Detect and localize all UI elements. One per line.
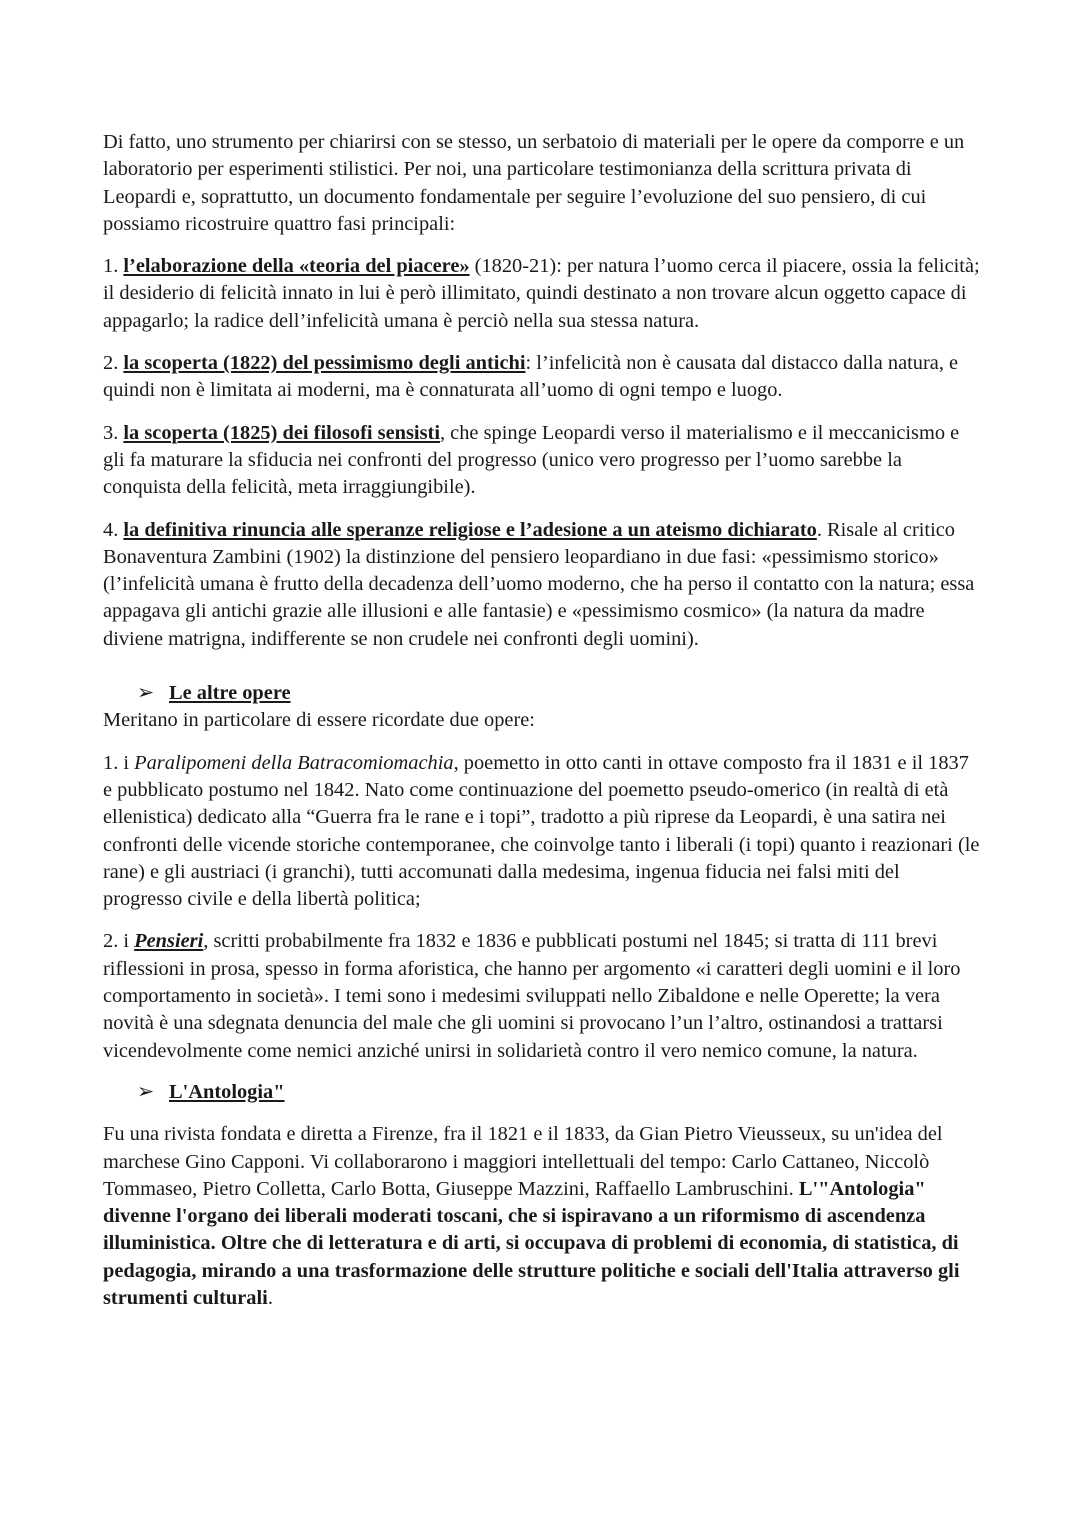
arrow-bullet-icon: ➢ [137,682,155,705]
end-text: . [267,1286,273,1309]
phase-number: 3. [103,421,124,444]
work-item-2 [103,928,981,1064]
phase-number: 1. [103,255,124,278]
intro-paragraph: Di fatto, uno strumento per chiarirsi con se stesso, un serbatoio di materiali per le opere da comporre e un laboratorio per esperimenti stilistici. Per noi, una particolare testimonianza della scrittura privata di Leopardi e, soprattutto, un documento fondamentale per seguire l’evoluzione del suo pensiero, di cui possiamo ricostruire quattro fasi principali: [103,131,965,235]
phase-title: la scoperta (1822) del pessimismo degli antichi [123,352,526,375]
phase-title: l’elaborazione della «teoria del piacere» [123,255,470,278]
phase-4 [103,517,981,653]
heading-label: Le altre opere [169,682,291,705]
phase-2 [103,350,981,405]
work-text: , scritti probabilmente fra 1832 e 1836 e pubblicati postumi nel 1845; si tratta di 111 brevi riflessioni in prosa, spesso in forma aforistica, che hanno per argomento «i caratteri degli uomini e il loro comportamento in società». I temi sono i medesimi sviluppati nello Zibaldone e nelle Operette; la vera novità è una sdegnata denuncia del male che gli uomini si provocano l’un l’altro, ostinandosi a trattarsi vicendevolmente come nemici anziché unirsi in solidarietà contro il vero nemico comune, la natura. [103,930,961,1062]
section-heading-antologia [137,1079,981,1106]
antologia-paragraph [103,1121,981,1312]
phase-text: . Risale al critico Bonaventura Zambini (1902) la distinzione del pensiero leopardiano in due fasi: «pessimismo storico» (l’infelicità umana è frutto della decadenza dell’uomo moderno, che ha perso il contatto con la natura; essa appagava gli antichi grazie alle illusioni e alle fantasie) e «pessimismo cosmico» (la natura da madre diviene matrigna, indifferente se non crudele nei confronti degli uomini). [103,518,975,650]
phase-number: 2. [103,352,124,375]
work-title: Paralipomeni della Batracomiomachia [134,751,454,774]
phase-text: , che spinge Leopardi verso il materialismo e il meccanicismo e gli fa maturare la sfiducia nei confronti del progresso (unico vero progresso per l’uomo sarebbe la conquista della felicità, meta irraggiungibile). [103,421,960,499]
item-prefix: 1. i [103,751,135,774]
phase-text: (1820-21): per natura l’uomo cerca il piacere, ossia la felicità; il desiderio di felicità innato in lui è però illimitato, quindi destinato a non trovare alcun oggetto capace di appagarlo; la radice dell’infelicità umana è perciò nella sua stessa natura. [103,255,980,332]
document-page [103,129,981,1327]
phase-text: : l’infelicità non è causata dal distacco dalla natura, e quindi non è limitata ai moderni, ma è connaturata all’uomo di ogni tempo e luogo. [103,352,959,402]
heading-label: L'Antologia" [169,1080,285,1103]
phase-title: la definitiva rinuncia alle speranze religiose e l’adesione a un ateismo dichiarato [123,518,817,541]
phase-number: 4. [103,518,124,541]
plain-text: Fu una rivista fondata e diretta a Firenze, fra il 1821 e il 1833, da Gian Pietro Vieusseux, su un'idea del marchese Gino Capponi. Vi collaborarono i maggiori intellettuali del tempo: Carlo Cattaneo, Niccolò Tommaseo, Pietro Colletta, Carlo Botta, Giuseppe Mazzini, Raffaello Lambruschini. [103,1123,943,1200]
phase-1 [103,253,981,335]
item-prefix: 2. i [103,930,135,953]
work-title: Pensieri [134,930,204,953]
bold-text: L'"Antologia" divenne l'organo dei liberali moderati toscani, che si ispiravano a un riformismo di ascendenza illuministica. Oltre che di letteratura e di arti, si occupava di problemi di economia, di statistica, di pedagogia, mirando a una trasformazione delle strutture politiche e sociali dell'Italia attraverso gli strumenti culturali [103,1177,960,1309]
phase-title: la scoperta (1825) dei filosofi sensisti [123,421,440,444]
work-text: , poemetto in otto canti in ottave composto fra il 1831 e il 1837 e pubblicato postumo nel 1842. Nato come continuazione del poemetto pseudo-omerico (in realtà di età ellenistica) dedicato alla “Guerra fra le rane e i topi”, tradotto a più riprese da Leopardi, è una satira nei confronti delle vicende storiche contemporanee, che coinvolge tanto i liberali (i topi) quanto i reazionari (le rane) e gli austriaci (i granchi), tutti accomunati dalla medesima, ingenua fiducia nei falsi miti del progresso civile e della libertà politica; [103,751,980,911]
work-item-1 [103,750,981,914]
section-heading-other-works [137,680,981,707]
arrow-bullet-icon: ➢ [137,1080,155,1103]
phase-3 [103,420,981,502]
section-lead: Meritano in particolare di essere ricordate due opere: [103,709,535,732]
